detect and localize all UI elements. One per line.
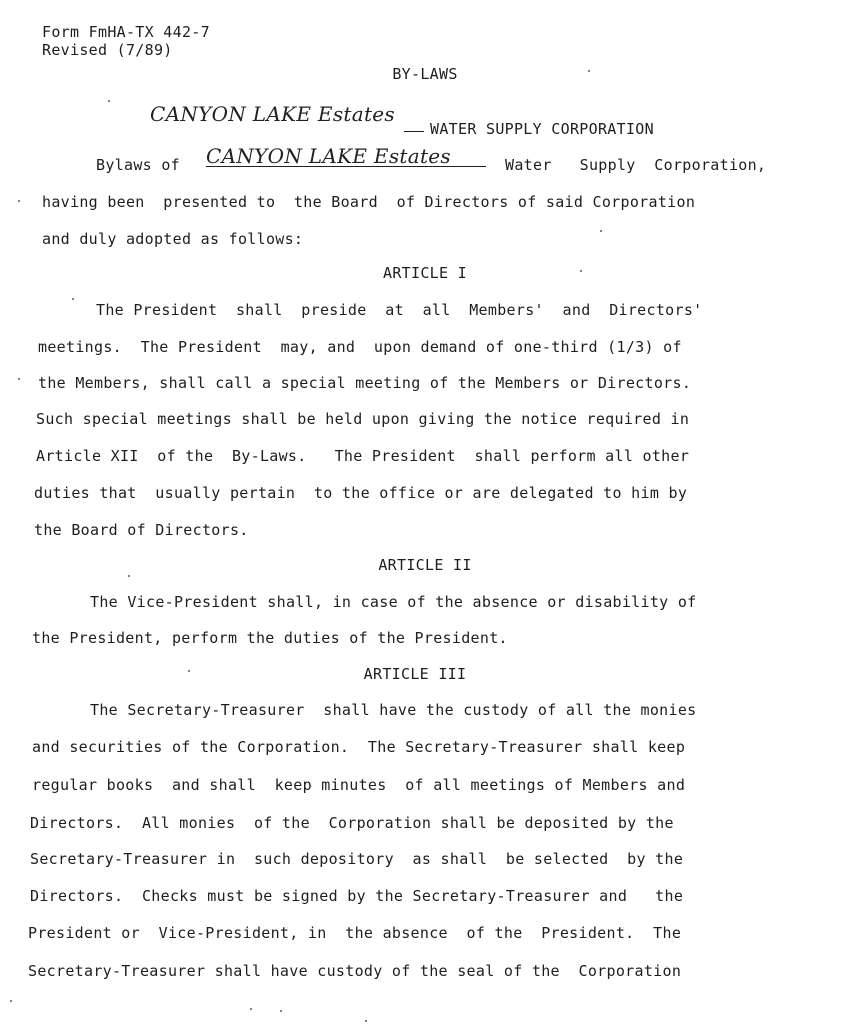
article-3-line: and securities of the Corporation. The Secretary-Treasurer shall keep [32,738,686,756]
form-number: Form FmHA-TX 442-7 [42,23,210,41]
scan-speck [580,270,582,272]
intro-suffix: Water Supply Corporation, [505,156,767,174]
scan-speck [72,298,74,300]
scan-speck [18,378,20,380]
scan-speck [365,1020,367,1022]
article-3-line: regular books and shall keep minutes of all meetings of Members and [32,776,686,794]
article-1-line: duties that usually pertain to the office or are delegated to him by [34,484,688,502]
article-1-heading: ARTICLE I [383,264,467,282]
document-title: BY-LAWS [392,65,458,83]
scan-speck [250,1008,252,1010]
scan-speck [280,1010,282,1012]
article-3-line: Directors. Checks must be signed by the Secretary-Treasurer and the [30,887,684,905]
scan-speck [588,70,590,72]
form-revised: Revised (7/89) [42,41,173,59]
article-2-line: the President, perform the duties of the President. [32,629,508,647]
article-3-line: Secretary-Treasurer shall have custody of the seal of the Corporation [28,962,682,980]
article-3-line: Secretary-Treasurer in such depository as shall be selected by the [30,850,684,868]
scan-speck [18,200,20,202]
article-2-heading: ARTICLE II [378,556,472,574]
scan-speck [188,670,190,672]
article-1-line: the Members, shall call a special meeting of the Members or Directors. [38,374,692,392]
article-1-line: Article XII of the By-Laws. The President shall perform all other [36,447,690,465]
scan-speck [10,1000,12,1002]
article-3-line: The Secretary-Treasurer shall have the custody of all the monies [90,701,697,719]
handwritten-corporation-name: CANYON LAKE Estates [150,102,395,126]
article-1-line: Such special meetings shall be held upon giving the notice required in [36,410,690,428]
intro-line-2: having been presented to the Board of Directors of said Corporation [42,193,696,211]
article-3-line: Directors. All monies of the Corporation shall be deposited by the [30,814,674,832]
handwritten-corporation-name-2: CANYON LAKE Estates [206,146,486,167]
article-2-line: The Vice-President shall, in case of the absence or disability of [90,593,697,611]
article-1-line: the Board of Directors. [34,521,249,539]
intro-line-3: and duly adopted as follows: [42,230,304,248]
article-1-line: meetings. The President may, and upon demand of one-third (1/3) of [38,338,682,356]
corporation-suffix: WATER SUPPLY CORPORATION [430,120,654,138]
article-3-heading: ARTICLE III [363,665,467,683]
scan-speck [128,575,130,577]
scan-speck [600,230,602,232]
intro-prefix: Bylaws of [96,156,180,174]
scan-speck [108,100,110,102]
article-1-line: The President shall preside at all Members' and Directors' [96,301,703,319]
article-3-line: President or Vice-President, in the absence of the President. The [28,924,682,942]
